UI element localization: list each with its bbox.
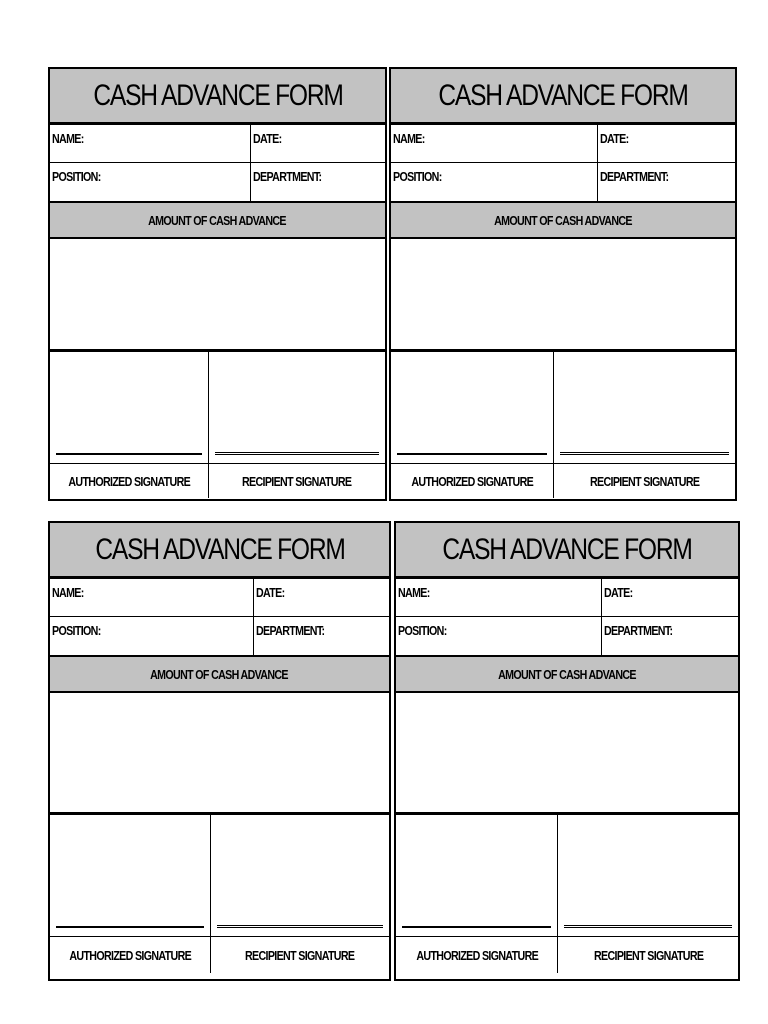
recipient-signature-area[interactable] (211, 815, 389, 936)
amount-header: AMOUNT OF CASH ADVANCE (396, 655, 738, 693)
authorized-signature-area[interactable] (396, 815, 558, 936)
position-field[interactable]: POSITION: (396, 617, 602, 655)
name-field[interactable]: NAME: (391, 125, 598, 162)
signature-line (402, 926, 551, 928)
signature-line (397, 453, 547, 455)
name-field[interactable]: NAME: (396, 579, 602, 616)
position-field[interactable]: POSITION: (391, 163, 598, 201)
date-field[interactable]: DATE: (603, 585, 633, 600)
amount-header: AMOUNT OF CASH ADVANCE (50, 655, 389, 693)
position-field[interactable]: POSITION: (50, 617, 254, 655)
authorized-signature-area[interactable] (50, 352, 209, 463)
date-field[interactable]: DATE: (600, 131, 629, 146)
signature-line (56, 453, 202, 455)
amount-field[interactable] (391, 239, 735, 352)
department-field[interactable]: DEPARTMENT: (603, 623, 673, 638)
form-title: CASH ADVANCE FORM (50, 69, 385, 125)
amount-field[interactable] (50, 239, 385, 352)
authorized-signature-area[interactable] (50, 815, 211, 936)
amount-header: AMOUNT OF CASH ADVANCE (50, 201, 385, 239)
authorized-signature-label: AUTHORIZED SIGNATURE (50, 464, 209, 498)
date-field[interactable]: DATE: (256, 585, 285, 600)
recipient-signature-label: RECIPIENT SIGNATURE (593, 947, 703, 963)
signature-line (217, 925, 383, 928)
name-field[interactable]: NAME: (50, 125, 251, 162)
recipient-signature-label: RECIPIENT SIGNATURE (590, 473, 700, 489)
recipient-signature-label: RECIPIENT SIGNATURE (245, 947, 355, 963)
amount-field[interactable] (50, 693, 389, 815)
form-title: CASH ADVANCE FORM (396, 523, 738, 579)
amount-field[interactable] (396, 693, 738, 815)
department-field[interactable]: DEPARTMENT: (600, 169, 669, 184)
recipient-signature-area[interactable] (558, 815, 738, 936)
position-field[interactable]: POSITION: (50, 163, 251, 201)
department-field[interactable]: DEPARTMENT: (256, 623, 325, 638)
authorized-signature-area[interactable] (391, 352, 554, 463)
form-title: CASH ADVANCE FORM (50, 523, 389, 579)
signature-line (564, 925, 732, 928)
recipient-signature-area[interactable] (209, 352, 385, 463)
recipient-signature-area[interactable] (554, 352, 735, 463)
cash-advance-form-2 (389, 67, 737, 501)
signature-line (215, 452, 379, 455)
authorized-signature-label: AUTHORIZED SIGNATURE (391, 464, 554, 498)
signature-line (56, 926, 204, 928)
authorized-signature-label: AUTHORIZED SIGNATURE (396, 937, 558, 973)
cash-advance-form-4 (394, 521, 740, 981)
department-field[interactable]: DEPARTMENT: (253, 169, 322, 184)
form-title: CASH ADVANCE FORM (391, 69, 735, 125)
amount-header: AMOUNT OF CASH ADVANCE (391, 201, 735, 239)
date-field[interactable]: DATE: (253, 131, 282, 146)
cash-advance-form-3 (48, 521, 391, 981)
signature-line (560, 452, 729, 455)
authorized-signature-label: AUTHORIZED SIGNATURE (50, 937, 211, 973)
recipient-signature-label: RECIPIENT SIGNATURE (242, 473, 352, 489)
cash-advance-form-1 (48, 67, 387, 501)
name-field[interactable]: NAME: (50, 579, 254, 616)
